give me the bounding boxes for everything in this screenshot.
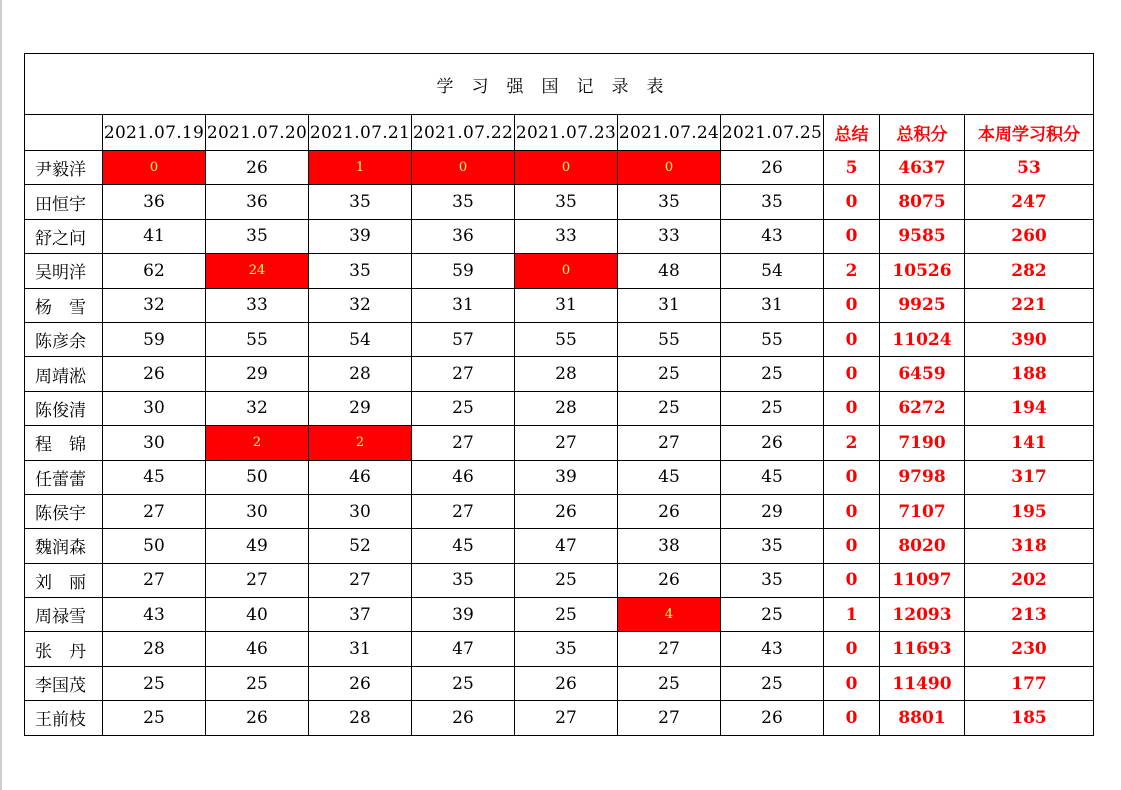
weekly-score-cell[interactable]: 213 (965, 598, 1094, 632)
student-name-cell[interactable]: 陈彦余 (25, 322, 103, 356)
date-header[interactable]: 2021.07.20 (206, 115, 309, 151)
score-cell[interactable]: 31 (721, 288, 824, 322)
weekly-score-cell[interactable]: 317 (965, 460, 1094, 494)
score-cell[interactable]: 32 (206, 391, 309, 425)
weekly-score-cell[interactable]: 53 (965, 151, 1094, 185)
summary-cell[interactable]: 0 (824, 563, 880, 597)
student-name-cell[interactable]: 程 锦 (25, 426, 103, 460)
score-cell[interactable]: 35 (721, 185, 824, 219)
summary-header[interactable]: 总结 (824, 115, 880, 151)
score-cell[interactable]: 46 (309, 460, 412, 494)
student-name-cell[interactable]: 周禄雪 (25, 598, 103, 632)
score-cell[interactable]: 25 (721, 598, 824, 632)
score-cell[interactable]: 28 (309, 357, 412, 391)
weekly-score-cell[interactable]: 260 (965, 219, 1094, 253)
score-cell[interactable]: 30 (309, 494, 412, 528)
weekly-score-cell[interactable]: 221 (965, 288, 1094, 322)
table-row (25, 529, 1094, 563)
student-name-cell[interactable]: 舒之问 (25, 219, 103, 253)
score-cell[interactable]: 37 (309, 598, 412, 632)
score-cell[interactable]: 35 (515, 185, 618, 219)
score-cell[interactable]: 25 (206, 666, 309, 700)
table-row (25, 701, 1094, 735)
total-score-cell[interactable]: 7107 (880, 494, 965, 528)
score-cell[interactable]: 39 (515, 460, 618, 494)
score-cell[interactable]: 55 (206, 322, 309, 356)
total-score-cell[interactable]: 8801 (880, 701, 965, 735)
score-cell[interactable]: 45 (721, 460, 824, 494)
total-header[interactable]: 总积分 (880, 115, 965, 151)
score-cell[interactable]: 41 (103, 219, 206, 253)
summary-cell[interactable]: 0 (824, 391, 880, 425)
table-row (25, 632, 1094, 666)
table-row (25, 219, 1094, 253)
table-row (25, 494, 1094, 528)
score-cell[interactable]: 25 (412, 391, 515, 425)
name-header[interactable] (25, 115, 103, 151)
score-cell[interactable]: 0 (103, 151, 206, 185)
score-cell[interactable]: 26 (515, 494, 618, 528)
score-cell[interactable]: 45 (103, 460, 206, 494)
weekly-score-cell[interactable]: 282 (965, 254, 1094, 288)
score-cell[interactable]: 35 (618, 185, 721, 219)
score-cell[interactable]: 43 (721, 632, 824, 666)
score-cell[interactable]: 28 (515, 391, 618, 425)
weekly-score-cell[interactable]: 318 (965, 529, 1094, 563)
student-name-cell[interactable]: 张 丹 (25, 632, 103, 666)
page-title: 学习强国记录表 (25, 54, 1094, 115)
score-cell[interactable]: 4 (618, 598, 721, 632)
score-cell[interactable]: 35 (412, 185, 515, 219)
score-cell[interactable]: 50 (103, 529, 206, 563)
score-cell[interactable]: 0 (515, 254, 618, 288)
score-cell[interactable]: 27 (103, 563, 206, 597)
date-header[interactable]: 2021.07.22 (412, 115, 515, 151)
header-row (25, 115, 1094, 151)
score-cell[interactable]: 26 (721, 151, 824, 185)
score-cell[interactable]: 26 (515, 666, 618, 700)
weekly-score-cell[interactable]: 390 (965, 322, 1094, 356)
score-cell[interactable]: 25 (721, 357, 824, 391)
score-cell[interactable]: 32 (103, 288, 206, 322)
score-cell[interactable]: 25 (618, 391, 721, 425)
score-cell[interactable]: 36 (103, 185, 206, 219)
score-cell[interactable]: 27 (309, 563, 412, 597)
score-cell[interactable]: 31 (309, 632, 412, 666)
table-row (25, 322, 1094, 356)
total-score-cell[interactable]: 6459 (880, 357, 965, 391)
total-score-cell[interactable]: 9585 (880, 219, 965, 253)
score-cell[interactable]: 25 (103, 701, 206, 735)
total-score-cell[interactable]: 11024 (880, 322, 965, 356)
score-cell[interactable]: 27 (412, 494, 515, 528)
summary-cell[interactable]: 0 (824, 322, 880, 356)
score-cell[interactable]: 27 (412, 357, 515, 391)
score-cell[interactable]: 40 (206, 598, 309, 632)
score-cell[interactable]: 39 (309, 219, 412, 253)
score-cell[interactable]: 31 (412, 288, 515, 322)
score-cell[interactable]: 25 (515, 563, 618, 597)
table-row (25, 563, 1094, 597)
total-score-cell[interactable]: 11097 (880, 563, 965, 597)
score-cell[interactable]: 35 (721, 529, 824, 563)
score-cell[interactable]: 46 (412, 460, 515, 494)
score-cell[interactable]: 48 (618, 254, 721, 288)
score-cell[interactable]: 57 (412, 322, 515, 356)
student-name-cell[interactable]: 田恒宇 (25, 185, 103, 219)
score-cell[interactable]: 35 (309, 254, 412, 288)
score-cell[interactable]: 25 (103, 666, 206, 700)
date-header[interactable]: 2021.07.21 (309, 115, 412, 151)
summary-cell[interactable]: 5 (824, 151, 880, 185)
score-cell[interactable]: 0 (515, 151, 618, 185)
student-name-cell[interactable]: 尹毅洋 (25, 151, 103, 185)
score-cell[interactable]: 26 (618, 563, 721, 597)
summary-cell[interactable]: 0 (824, 460, 880, 494)
score-cell[interactable]: 25 (721, 391, 824, 425)
weekly-score-cell[interactable]: 141 (965, 426, 1094, 460)
score-cell[interactable]: 25 (515, 598, 618, 632)
student-name-cell[interactable]: 陈侯宇 (25, 494, 103, 528)
score-cell[interactable]: 1 (309, 151, 412, 185)
score-cell[interactable]: 35 (515, 632, 618, 666)
score-cell[interactable]: 45 (412, 529, 515, 563)
score-cell[interactable]: 26 (309, 666, 412, 700)
score-cell[interactable]: 30 (103, 391, 206, 425)
score-cell[interactable]: 26 (206, 701, 309, 735)
table-row (25, 598, 1094, 632)
weekly-score-cell[interactable]: 194 (965, 391, 1094, 425)
score-cell[interactable]: 27 (515, 426, 618, 460)
score-cell[interactable]: 28 (103, 632, 206, 666)
summary-cell[interactable]: 2 (824, 426, 880, 460)
score-cell[interactable]: 0 (618, 151, 721, 185)
student-name-cell[interactable]: 任蕾蕾 (25, 460, 103, 494)
score-cell[interactable]: 52 (309, 529, 412, 563)
score-cell[interactable]: 38 (618, 529, 721, 563)
score-cell[interactable]: 29 (206, 357, 309, 391)
score-cell[interactable]: 27 (515, 701, 618, 735)
weekly-score-cell[interactable]: 247 (965, 185, 1094, 219)
score-cell[interactable]: 46 (206, 632, 309, 666)
weekly-score-cell[interactable]: 185 (965, 701, 1094, 735)
score-cell[interactable]: 26 (721, 701, 824, 735)
student-name-cell[interactable]: 吴明洋 (25, 254, 103, 288)
score-cell[interactable]: 27 (618, 426, 721, 460)
score-cell[interactable]: 47 (515, 529, 618, 563)
table-row (25, 666, 1094, 700)
score-cell[interactable]: 59 (412, 254, 515, 288)
date-header[interactable]: 2021.07.23 (515, 115, 618, 151)
score-cell[interactable]: 59 (103, 322, 206, 356)
score-cell[interactable]: 55 (721, 322, 824, 356)
score-cell[interactable]: 2 (309, 426, 412, 460)
score-cell[interactable]: 54 (721, 254, 824, 288)
score-cell[interactable]: 55 (618, 322, 721, 356)
score-cell[interactable]: 35 (721, 563, 824, 597)
table-row (25, 460, 1094, 494)
score-cell[interactable]: 25 (412, 666, 515, 700)
score-cell[interactable]: 28 (515, 357, 618, 391)
summary-cell[interactable]: 2 (824, 254, 880, 288)
weekly-score-cell[interactable]: 195 (965, 494, 1094, 528)
score-cell[interactable]: 28 (309, 701, 412, 735)
total-score-cell[interactable]: 9798 (880, 460, 965, 494)
score-cell[interactable]: 49 (206, 529, 309, 563)
student-name-cell[interactable]: 魏润森 (25, 529, 103, 563)
total-score-cell[interactable]: 12093 (880, 598, 965, 632)
summary-cell[interactable]: 0 (824, 666, 880, 700)
score-cell[interactable]: 26 (206, 151, 309, 185)
total-score-cell[interactable]: 4637 (880, 151, 965, 185)
summary-cell[interactable]: 0 (824, 185, 880, 219)
score-cell[interactable]: 35 (412, 563, 515, 597)
score-cell[interactable]: 26 (721, 426, 824, 460)
weekly-header[interactable]: 本周学习积分 (965, 115, 1094, 151)
summary-cell[interactable]: 0 (824, 529, 880, 563)
table-row (25, 357, 1094, 391)
total-score-cell[interactable]: 8075 (880, 185, 965, 219)
total-score-cell[interactable]: 11490 (880, 666, 965, 700)
student-name-cell[interactable]: 杨 雪 (25, 288, 103, 322)
total-score-cell[interactable]: 11693 (880, 632, 965, 666)
score-cell[interactable]: 30 (206, 494, 309, 528)
score-cell[interactable]: 33 (206, 288, 309, 322)
score-cell[interactable]: 2 (206, 426, 309, 460)
student-name-cell[interactable]: 李国茂 (25, 666, 103, 700)
total-score-cell[interactable]: 7190 (880, 426, 965, 460)
score-cell[interactable]: 54 (309, 322, 412, 356)
score-cell[interactable]: 30 (103, 426, 206, 460)
summary-cell[interactable]: 0 (824, 288, 880, 322)
score-cell[interactable]: 32 (309, 288, 412, 322)
summary-cell[interactable]: 0 (824, 219, 880, 253)
summary-cell[interactable]: 0 (824, 701, 880, 735)
date-header[interactable]: 2021.07.19 (103, 115, 206, 151)
table-row (25, 391, 1094, 425)
score-cell[interactable]: 31 (618, 288, 721, 322)
record-table (24, 53, 1094, 736)
date-header[interactable]: 2021.07.25 (721, 115, 824, 151)
summary-cell[interactable]: 0 (824, 632, 880, 666)
weekly-score-cell[interactable]: 230 (965, 632, 1094, 666)
score-cell[interactable]: 33 (618, 219, 721, 253)
total-score-cell[interactable]: 6272 (880, 391, 965, 425)
total-score-cell[interactable]: 10526 (880, 254, 965, 288)
score-cell[interactable]: 50 (206, 460, 309, 494)
score-cell[interactable]: 47 (412, 632, 515, 666)
score-cell[interactable]: 24 (206, 254, 309, 288)
weekly-score-cell[interactable]: 188 (965, 357, 1094, 391)
score-cell[interactable]: 26 (103, 357, 206, 391)
score-cell[interactable]: 43 (721, 219, 824, 253)
summary-cell[interactable]: 0 (824, 357, 880, 391)
table-row (25, 185, 1094, 219)
score-cell[interactable]: 45 (618, 460, 721, 494)
score-cell[interactable]: 26 (618, 494, 721, 528)
table-row (25, 288, 1094, 322)
score-cell[interactable]: 26 (412, 701, 515, 735)
table-row (25, 151, 1094, 185)
total-score-cell[interactable]: 9925 (880, 288, 965, 322)
score-cell[interactable]: 29 (309, 391, 412, 425)
table-row (25, 254, 1094, 288)
score-cell[interactable]: 0 (412, 151, 515, 185)
score-cell[interactable]: 25 (618, 357, 721, 391)
student-name-cell[interactable]: 周靖淞 (25, 357, 103, 391)
score-cell[interactable]: 29 (721, 494, 824, 528)
score-cell[interactable]: 43 (103, 598, 206, 632)
summary-cell[interactable]: 1 (824, 598, 880, 632)
score-cell[interactable]: 25 (618, 666, 721, 700)
date-header[interactable]: 2021.07.24 (618, 115, 721, 151)
summary-cell[interactable]: 0 (824, 494, 880, 528)
score-cell[interactable]: 35 (206, 219, 309, 253)
weekly-score-cell[interactable]: 177 (965, 666, 1094, 700)
score-cell[interactable]: 36 (206, 185, 309, 219)
table-row (25, 426, 1094, 460)
score-cell[interactable]: 35 (309, 185, 412, 219)
score-cell[interactable]: 39 (412, 598, 515, 632)
score-cell[interactable]: 27 (618, 701, 721, 735)
score-cell[interactable]: 62 (103, 254, 206, 288)
score-cell[interactable]: 55 (515, 322, 618, 356)
student-name-cell[interactable]: 刘 丽 (25, 563, 103, 597)
score-cell[interactable]: 25 (721, 666, 824, 700)
score-cell[interactable]: 33 (515, 219, 618, 253)
student-name-cell[interactable]: 陈俊清 (25, 391, 103, 425)
score-cell[interactable]: 27 (618, 632, 721, 666)
student-name-cell[interactable]: 王前枝 (25, 701, 103, 735)
score-cell[interactable]: 36 (412, 219, 515, 253)
score-cell[interactable]: 27 (206, 563, 309, 597)
score-cell[interactable]: 31 (515, 288, 618, 322)
score-cell[interactable]: 27 (412, 426, 515, 460)
weekly-score-cell[interactable]: 202 (965, 563, 1094, 597)
total-score-cell[interactable]: 8020 (880, 529, 965, 563)
window-edge (0, 0, 2, 790)
score-cell[interactable]: 27 (103, 494, 206, 528)
